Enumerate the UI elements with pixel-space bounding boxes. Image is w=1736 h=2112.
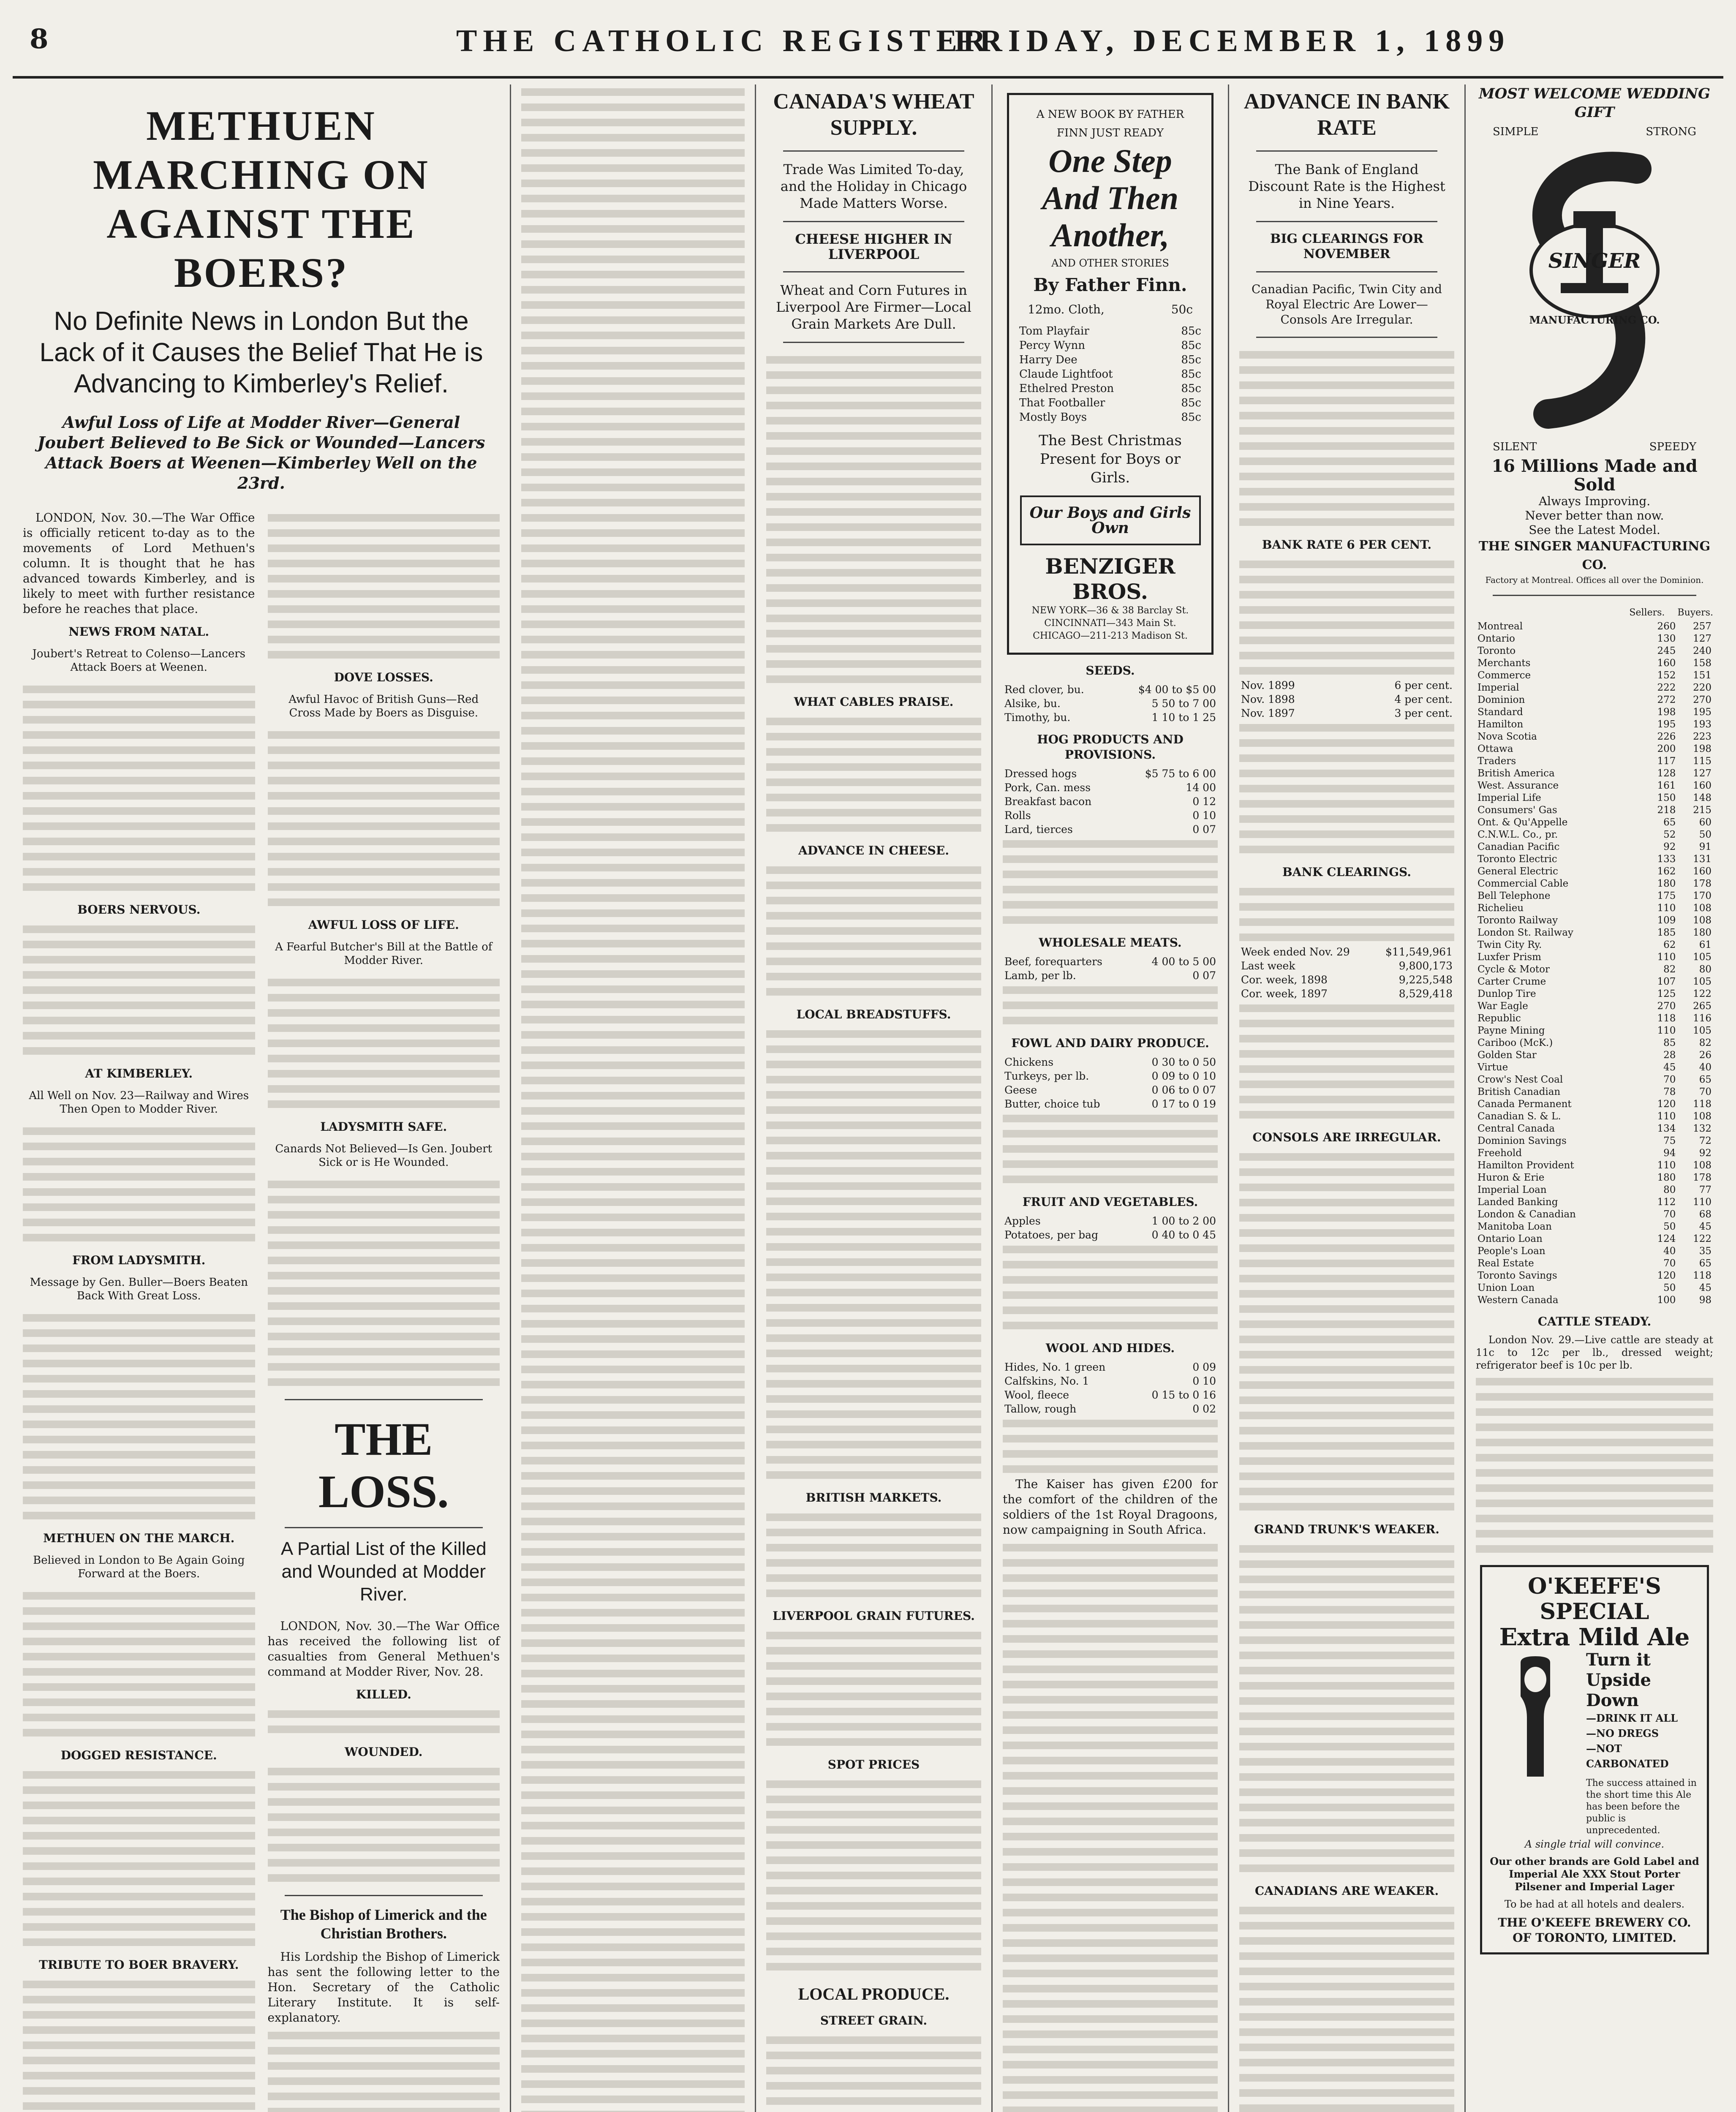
table-row: Hides, No. 1 green 0 09 [1004, 1361, 1216, 1373]
section-head: DOGGED RESISTANCE. [60, 1748, 217, 1762]
produce-table [1003, 1214, 1218, 1242]
stock-row: Toronto Savings 120 118 [1478, 1270, 1712, 1281]
section-head: BANK RATE 6 PER CENT. [1262, 538, 1432, 552]
book-other: AND OTHER STORIES [1051, 257, 1169, 269]
section-head: FROM LADYSMITH. [72, 1253, 206, 1267]
okeefe-subtitle: Extra Mild Ale [1499, 1623, 1690, 1651]
table-row: Cor. week, 1898 9,225,548 [1241, 974, 1453, 986]
book-row: That Footballer 85c [1019, 397, 1201, 409]
stock-row: Central Canada 134 132 [1478, 1123, 1712, 1134]
singer-line: Never better than now. [1525, 509, 1664, 523]
stock-row: Richelieu 110 108 [1478, 903, 1712, 914]
section-head: AT KIMBERLEY. [85, 1067, 193, 1080]
stock-row: Western Canada 100 98 [1478, 1295, 1712, 1306]
clearings-table [1239, 945, 1454, 1001]
singer-line: See the Latest Model. [1529, 523, 1660, 537]
lead-subhead: No Definite News in London But the Lack of it Causes the Belief That He is Advancing to Kimberley's Relief. [39, 307, 483, 398]
stock-row: Ont. & Qu'Appelle 65 60 [1478, 817, 1712, 828]
stock-row: Canadian S. & L. 110 108 [1478, 1111, 1712, 1122]
okeefe-turn: Turn it Upside Down [1586, 1650, 1651, 1710]
singer-emblem [1497, 144, 1692, 439]
stock-table [1476, 621, 1713, 1306]
stock-row: Canada Permanent 120 118 [1478, 1099, 1712, 1110]
stock-row: Landed Banking 112 110 [1478, 1197, 1712, 1208]
loss-body: LONDON, Nov. 30.—The War Office has received the following list of casualties from General Methuen's command at Modder River, Nov. 28. [267, 1619, 500, 1679]
stock-row: British Canadian 78 70 [1478, 1086, 1712, 1097]
lead-headline: METHUEN MARCHING ON AGAINST THE BOERS? [93, 102, 430, 296]
section-head: WHOLESALE MEATS. [1039, 936, 1182, 950]
stock-row: Merchants 160 158 [1478, 658, 1712, 669]
stock-row: Union Loan 50 45 [1478, 1282, 1712, 1293]
stock-row: Payne Mining 110 105 [1478, 1025, 1712, 1036]
lead-story [13, 84, 511, 2112]
okeefe-advertisement [1480, 1565, 1709, 1954]
section-head: AWFUL LOSS OF LIFE. [308, 918, 459, 932]
bank-subhead: The Bank of England Discount Rate is the Highest in Nine Years. [1248, 161, 1445, 211]
table-row: Pork, Can. mess 14 00 [1004, 781, 1216, 794]
wounded-label: WOUNDED. [344, 1745, 423, 1759]
stock-row: Hamilton 195 193 [1478, 719, 1712, 730]
cattle-news: London Nov. 29.—Live cattle are steady at 11c to 12c per lb., dressed weight; refrigerator beef is 10c per lb. [1476, 1334, 1713, 1371]
section-head: LOCAL PRODUCE. [798, 1984, 950, 2003]
okeefe-title: O'KEEFE'S SPECIAL [1528, 1573, 1661, 1625]
book-row: Claude Lightfoot 85c [1019, 368, 1201, 381]
section-head: SEEDS. [1086, 664, 1135, 678]
wheat-headline: CANADA'S WHEAT SUPPLY. [773, 90, 974, 140]
singer-bottom-right: SPEEDY [1649, 441, 1696, 453]
section-head: CANADIANS ARE WEAKER. [1254, 1884, 1439, 1898]
stock-row: Hamilton Provident 110 108 [1478, 1160, 1712, 1171]
okeefe-line: —DRINK IT ALL [1586, 1712, 1678, 1724]
cattle-head: CATTLE STEADY. [1537, 1315, 1652, 1328]
bank-deck: BIG CLEARINGS FOR NOVEMBER [1270, 231, 1424, 261]
stock-row: Imperial Life 150 148 [1478, 792, 1712, 803]
section-head: STREET GRAIN. [820, 2014, 928, 2028]
bank-column [1229, 84, 1466, 2112]
section-head: WOOL AND HIDES. [1045, 1341, 1175, 1355]
book-row: Mostly Boys 85c [1019, 411, 1201, 424]
stock-row: Crow's Nest Coal 70 65 [1478, 1074, 1712, 1085]
table-row: Cor. week, 1897 8,529,418 [1241, 988, 1453, 1000]
singer-kicker: MOST WELCOME WEDDING GIFT [1478, 85, 1711, 121]
cheese-headline: CHEESE HIGHER IN LIVERPOOL [795, 231, 952, 262]
singer-emblem-text: MANUFACTURING CO. [1529, 314, 1660, 326]
section-head: WHAT CABLES PRAISE. [794, 695, 954, 709]
book-kicker: A NEW BOOK BY FATHER FINN JUST READY [1036, 108, 1184, 139]
produce-table [1003, 767, 1218, 836]
stock-row: Toronto 245 240 [1478, 645, 1712, 656]
stock-row: Carter Crume 107 105 [1478, 976, 1712, 987]
table-row: Potatoes, per bag 0 40 to 0 45 [1004, 1229, 1216, 1241]
continuation-column [511, 84, 756, 2112]
section-head: BANK CLEARINGS. [1282, 865, 1411, 879]
stock-row: Ontario Loan 124 122 [1478, 1233, 1712, 1244]
table-row: Butter, choice tub 0 17 to 0 19 [1004, 1098, 1216, 1110]
stock-row: Bell Telephone 175 170 [1478, 890, 1712, 901]
stock-row: Real Estate 70 65 [1478, 1258, 1712, 1269]
table-row: Alsike, bu. 5 50 to 7 00 [1004, 697, 1216, 710]
section-head: BRITISH MARKETS. [805, 1491, 942, 1505]
book-present: The Best Christmas Present for Boys or Girls. [1039, 432, 1182, 486]
stock-header: Sellers. Buyers. [1629, 607, 1713, 618]
table-row: Lamb, per lb. 0 07 [1004, 969, 1216, 982]
publisher-address: NEW YORK—36 & 38 Barclay St. CINCINNATI—343 Main St. CHICAGO—211-213 Madison St. [1031, 605, 1189, 641]
produce-table [1003, 955, 1218, 983]
singer-offices: Factory at Montreal. Offices all over the Dominion. [1485, 575, 1704, 585]
section-deck: A Fearful Butcher's Bill at the Battle of Modder River. [275, 941, 493, 967]
okeefe-line: —NO DREGS [1586, 1727, 1659, 1739]
newspaper-title: THE CATHOLIC REGISTER [456, 24, 992, 58]
stock-row: Ottawa 200 198 [1478, 743, 1712, 754]
wheat-column [756, 84, 993, 2112]
wheat-subhead: Trade Was Limited To-day, and the Holiday in Chicago Made Matters Worse. [780, 161, 967, 211]
section-deck: Awful Havoc of British Guns—Red Cross Made by Boers as Disguise. [288, 693, 479, 719]
section-head: DOVE LOSSES. [334, 670, 433, 684]
table-row: Apples 1 00 to 2 00 [1004, 1215, 1216, 1227]
table-row: Timothy, bu. 1 10 to 1 25 [1004, 711, 1216, 724]
publisher-name: BENZIGER BROS. [1045, 554, 1175, 604]
stock-row: Canadian Pacific 92 91 [1478, 841, 1712, 852]
book-row: Harry Dee 85c [1019, 354, 1201, 366]
table-row: Chickens 0 30 to 0 50 [1004, 1056, 1216, 1068]
table-row: Nov. 1897 3 per cent. [1241, 707, 1453, 719]
singer-right: STRONG [1646, 125, 1696, 138]
section-deck: Believed in London to Be Again Going Forward at the Boers. [33, 1554, 245, 1580]
table-row: Week ended Nov. 29 $11,549,961 [1241, 946, 1453, 958]
singer-brand: SINGER [1548, 249, 1641, 273]
section-deck: All Well on Nov. 23—Railway and Wires Then Open to Modder River. [29, 1089, 249, 1116]
stock-row: War Eagle 270 265 [1478, 1001, 1712, 1012]
book-and-produce-column [993, 84, 1229, 2112]
table-row: Nov. 1899 6 per cent. [1241, 679, 1453, 691]
bank-deck-2: Canadian Pacific, Twin City and Royal Electric Are Lower—Consols Are Irregular. [1252, 282, 1442, 327]
stock-row: Golden Star 28 26 [1478, 1050, 1712, 1061]
stock-row: Montreal 260 257 [1478, 621, 1712, 632]
stock-row: Toronto Electric 133 131 [1478, 854, 1712, 865]
section-deck: Message by Gen. Buller—Boers Beaten Back With Great Loss. [30, 1276, 248, 1302]
section-head: FRUIT AND VEGETABLES. [1022, 1195, 1198, 1209]
stock-row: Imperial 222 220 [1478, 682, 1712, 693]
stock-row: Dunlop Tire 125 122 [1478, 988, 1712, 999]
magazine-logo: Our Boys and Girls Own [1020, 495, 1201, 545]
section-head: FOWL AND DAIRY PRODUCE. [1011, 1036, 1209, 1050]
okeefe-others: Our other brands are Gold Label and Imperial Ale XXX Stout Porter Pilsener and Imperial Lager [1490, 1855, 1699, 1893]
stock-row: London St. Railway 185 180 [1478, 927, 1712, 938]
okeefe-line: —NOT CARBONATED [1586, 1742, 1669, 1770]
table-row: Breakfast bacon 0 12 [1004, 795, 1216, 808]
book-row: Tom Playfair 85c [1019, 325, 1201, 337]
stock-row: Dominion Savings 75 72 [1478, 1135, 1712, 1146]
table-row: Dressed hogs $5 75 to 6 00 [1004, 768, 1216, 780]
table-row: Last week 9,800,173 [1241, 960, 1453, 972]
killed-label: KILLED. [356, 1687, 411, 1701]
stock-row: C.N.W.L. Co., pr. 52 50 [1478, 829, 1712, 840]
singer-logo-icon [1497, 144, 1692, 439]
stock-row: Imperial Loan 80 77 [1478, 1184, 1712, 1195]
stock-row: Huron & Erie 180 178 [1478, 1172, 1712, 1183]
stock-row: People's Loan 40 35 [1478, 1246, 1712, 1257]
okeefe-body: The success attained in the short time this Ale has been before the public is unprecedented. [1586, 1778, 1697, 1836]
stock-row: Freehold 94 92 [1478, 1148, 1712, 1159]
stock-row: Traders 117 115 [1478, 756, 1712, 767]
section-head: METHUEN ON THE MARCH. [43, 1531, 235, 1545]
stock-row: Commercial Cable 180 178 [1478, 878, 1712, 889]
singer-left: SIMPLE [1493, 125, 1539, 138]
produce-table [1003, 1055, 1218, 1111]
table-row: Tallow, rough 0 02 [1004, 1403, 1216, 1415]
book-price: 50c [1171, 302, 1193, 316]
table-row: Wool, fleece 0 15 to 0 16 [1004, 1389, 1216, 1401]
section-head: CONSOLS ARE IRREGULAR. [1252, 1130, 1441, 1144]
table-row: Lard, tierces 0 07 [1004, 823, 1216, 836]
book-list [1019, 324, 1201, 425]
book-row: Ethelred Preston 85c [1019, 382, 1201, 395]
bank-headline: ADVANCE IN BANK RATE [1243, 90, 1450, 140]
lead-column-left [23, 510, 255, 2112]
singer-company: THE SINGER MANUFACTURING CO. [1478, 539, 1711, 572]
section-head: LOCAL BREADSTUFFS. [796, 1007, 951, 1021]
wheat-deck: Wheat and Corn Futures in Liverpool Are Firmer—Local Grain Markets Are Dull. [776, 282, 971, 332]
stock-row: London & Canadian 70 68 [1478, 1209, 1712, 1220]
stock-row: General Electric 162 160 [1478, 866, 1712, 877]
book-row: Percy Wynn 85c [1019, 339, 1201, 352]
issue-date: FRIDAY, DECEMBER 1, 1899 [955, 24, 1510, 58]
bishop-headline: The Bishop of Limerick and the Christian Brothers. [280, 1906, 487, 1942]
stock-row: Ontario 130 127 [1478, 633, 1712, 644]
page-number: 8 [30, 23, 49, 55]
stock-row: Twin City Ry. 62 61 [1478, 939, 1712, 950]
section-head: LIVERPOOL GRAIN FUTURES. [773, 1609, 975, 1623]
table-row: Turkeys, per lb. 0 09 to 0 10 [1004, 1070, 1216, 1082]
loss-subhead: A Partial List of the Killed and Wounded at Modder River. [280, 1538, 487, 1605]
advertising-column [1466, 84, 1723, 2112]
table-row: Beef, forequarters 4 00 to 5 00 [1004, 955, 1216, 968]
singer-tagline: 16 Millions Made and Sold [1491, 456, 1698, 495]
bishop-body: His Lordship the Bishop of Limerick has sent the following letter to the Hon. Secretary of the Catholic Literary Institute. It is self-explanatory. [267, 1950, 500, 2025]
stock-row: Consumers' Gas 218 215 [1478, 805, 1712, 816]
stock-row: Virtue 45 40 [1478, 1062, 1712, 1073]
okeefe-company: THE O'KEEFE BREWERY CO. OF TORONTO, LIMITED. [1498, 1916, 1691, 1945]
produce-note: The Kaiser has given £200 for the comfort of the children of the soldiers of the 1st Royal Dragoons, now campaigning in South Africa. [1003, 1477, 1218, 1537]
book-title: One Step And Then Another, [1042, 142, 1178, 253]
stock-row: Commerce 152 151 [1478, 670, 1712, 681]
stock-row: British America 128 127 [1478, 768, 1712, 779]
bottle-icon [1489, 1654, 1582, 1781]
section-head: HOG PRODUCTS AND PROVISIONS. [1037, 732, 1184, 762]
table-row: Red clover, bu. $4 00 to $5 00 [1004, 683, 1216, 696]
section-head: LADYSMITH SAFE. [320, 1120, 447, 1134]
stock-row: Nova Scotia 226 223 [1478, 731, 1712, 742]
section-deck: Joubert's Retreat to Colenso—Lancers Attack Boers at Weenen. [32, 648, 245, 674]
book-advertisement [1007, 93, 1214, 655]
book-binding: 12mo. Cloth, [1028, 302, 1105, 316]
section-deck: Canards Not Believed—Is Gen. Joubert Sick or is He Wounded. [275, 1143, 493, 1169]
produce-table [1003, 1360, 1218, 1416]
section-head: BOERS NERVOUS. [77, 903, 201, 917]
table-row: Nov. 1898 4 per cent. [1241, 693, 1453, 705]
loss-headline: THE LOSS. [318, 1413, 449, 1517]
rate-table [1239, 678, 1454, 720]
lead-opening: LONDON, Nov. 30.—The War Office is officially reticent to-day as to the movements of Lord Methuen's column. It is thought that he has advanced towards Kimberley, and is likely to meet with further resistance before he reaches that place. [23, 511, 255, 616]
stock-row: Luxfer Prism 110 105 [1478, 952, 1712, 963]
masthead [13, 13, 1723, 79]
section-head: NEWS FROM NATAL. [68, 625, 210, 639]
stock-row: Republic 118 116 [1478, 1013, 1712, 1024]
section-head: SPOT PRICES [827, 1758, 920, 1772]
singer-bottom-left: SILENT [1493, 441, 1537, 453]
stock-row: West. Assurance 161 160 [1478, 780, 1712, 791]
lead-column-right [268, 510, 500, 2112]
section-head: ADVANCE IN CHEESE. [798, 844, 949, 857]
stock-row: Standard 198 195 [1478, 707, 1712, 718]
okeefe-trial: A single trial will convince. [1524, 1838, 1665, 1850]
stock-row: Manitoba Loan 50 45 [1478, 1221, 1712, 1232]
book-author: By Father Finn. [1033, 275, 1187, 295]
stock-row: Dominion 272 270 [1478, 694, 1712, 705]
table-row: Geese 0 06 to 0 07 [1004, 1084, 1216, 1096]
table-row: Rolls 0 10 [1004, 809, 1216, 822]
produce-table [1003, 683, 1218, 724]
okeefe-availability: To be had at all hotels and dealers. [1504, 1898, 1685, 1910]
table-row: Calfskins, No. 1 0 10 [1004, 1375, 1216, 1387]
stock-row: Toronto Railway 109 108 [1478, 915, 1712, 926]
lead-deck: Awful Loss of Life at Modder River—General Joubert Believed to Be Sick or Wounded—Lancers Attack Boers at Weenen—Kimberley Well on the 23rd. [37, 413, 485, 493]
singer-line: Always Improving. [1538, 494, 1651, 508]
section-head: TRIBUTE TO BOER BRAVERY. [39, 1958, 239, 1972]
section-head: GRAND TRUNK'S WEAKER. [1254, 1522, 1439, 1536]
stock-row: Cycle & Motor 82 80 [1478, 964, 1712, 975]
stock-row: Cariboo (McK.) 85 82 [1478, 1037, 1712, 1048]
